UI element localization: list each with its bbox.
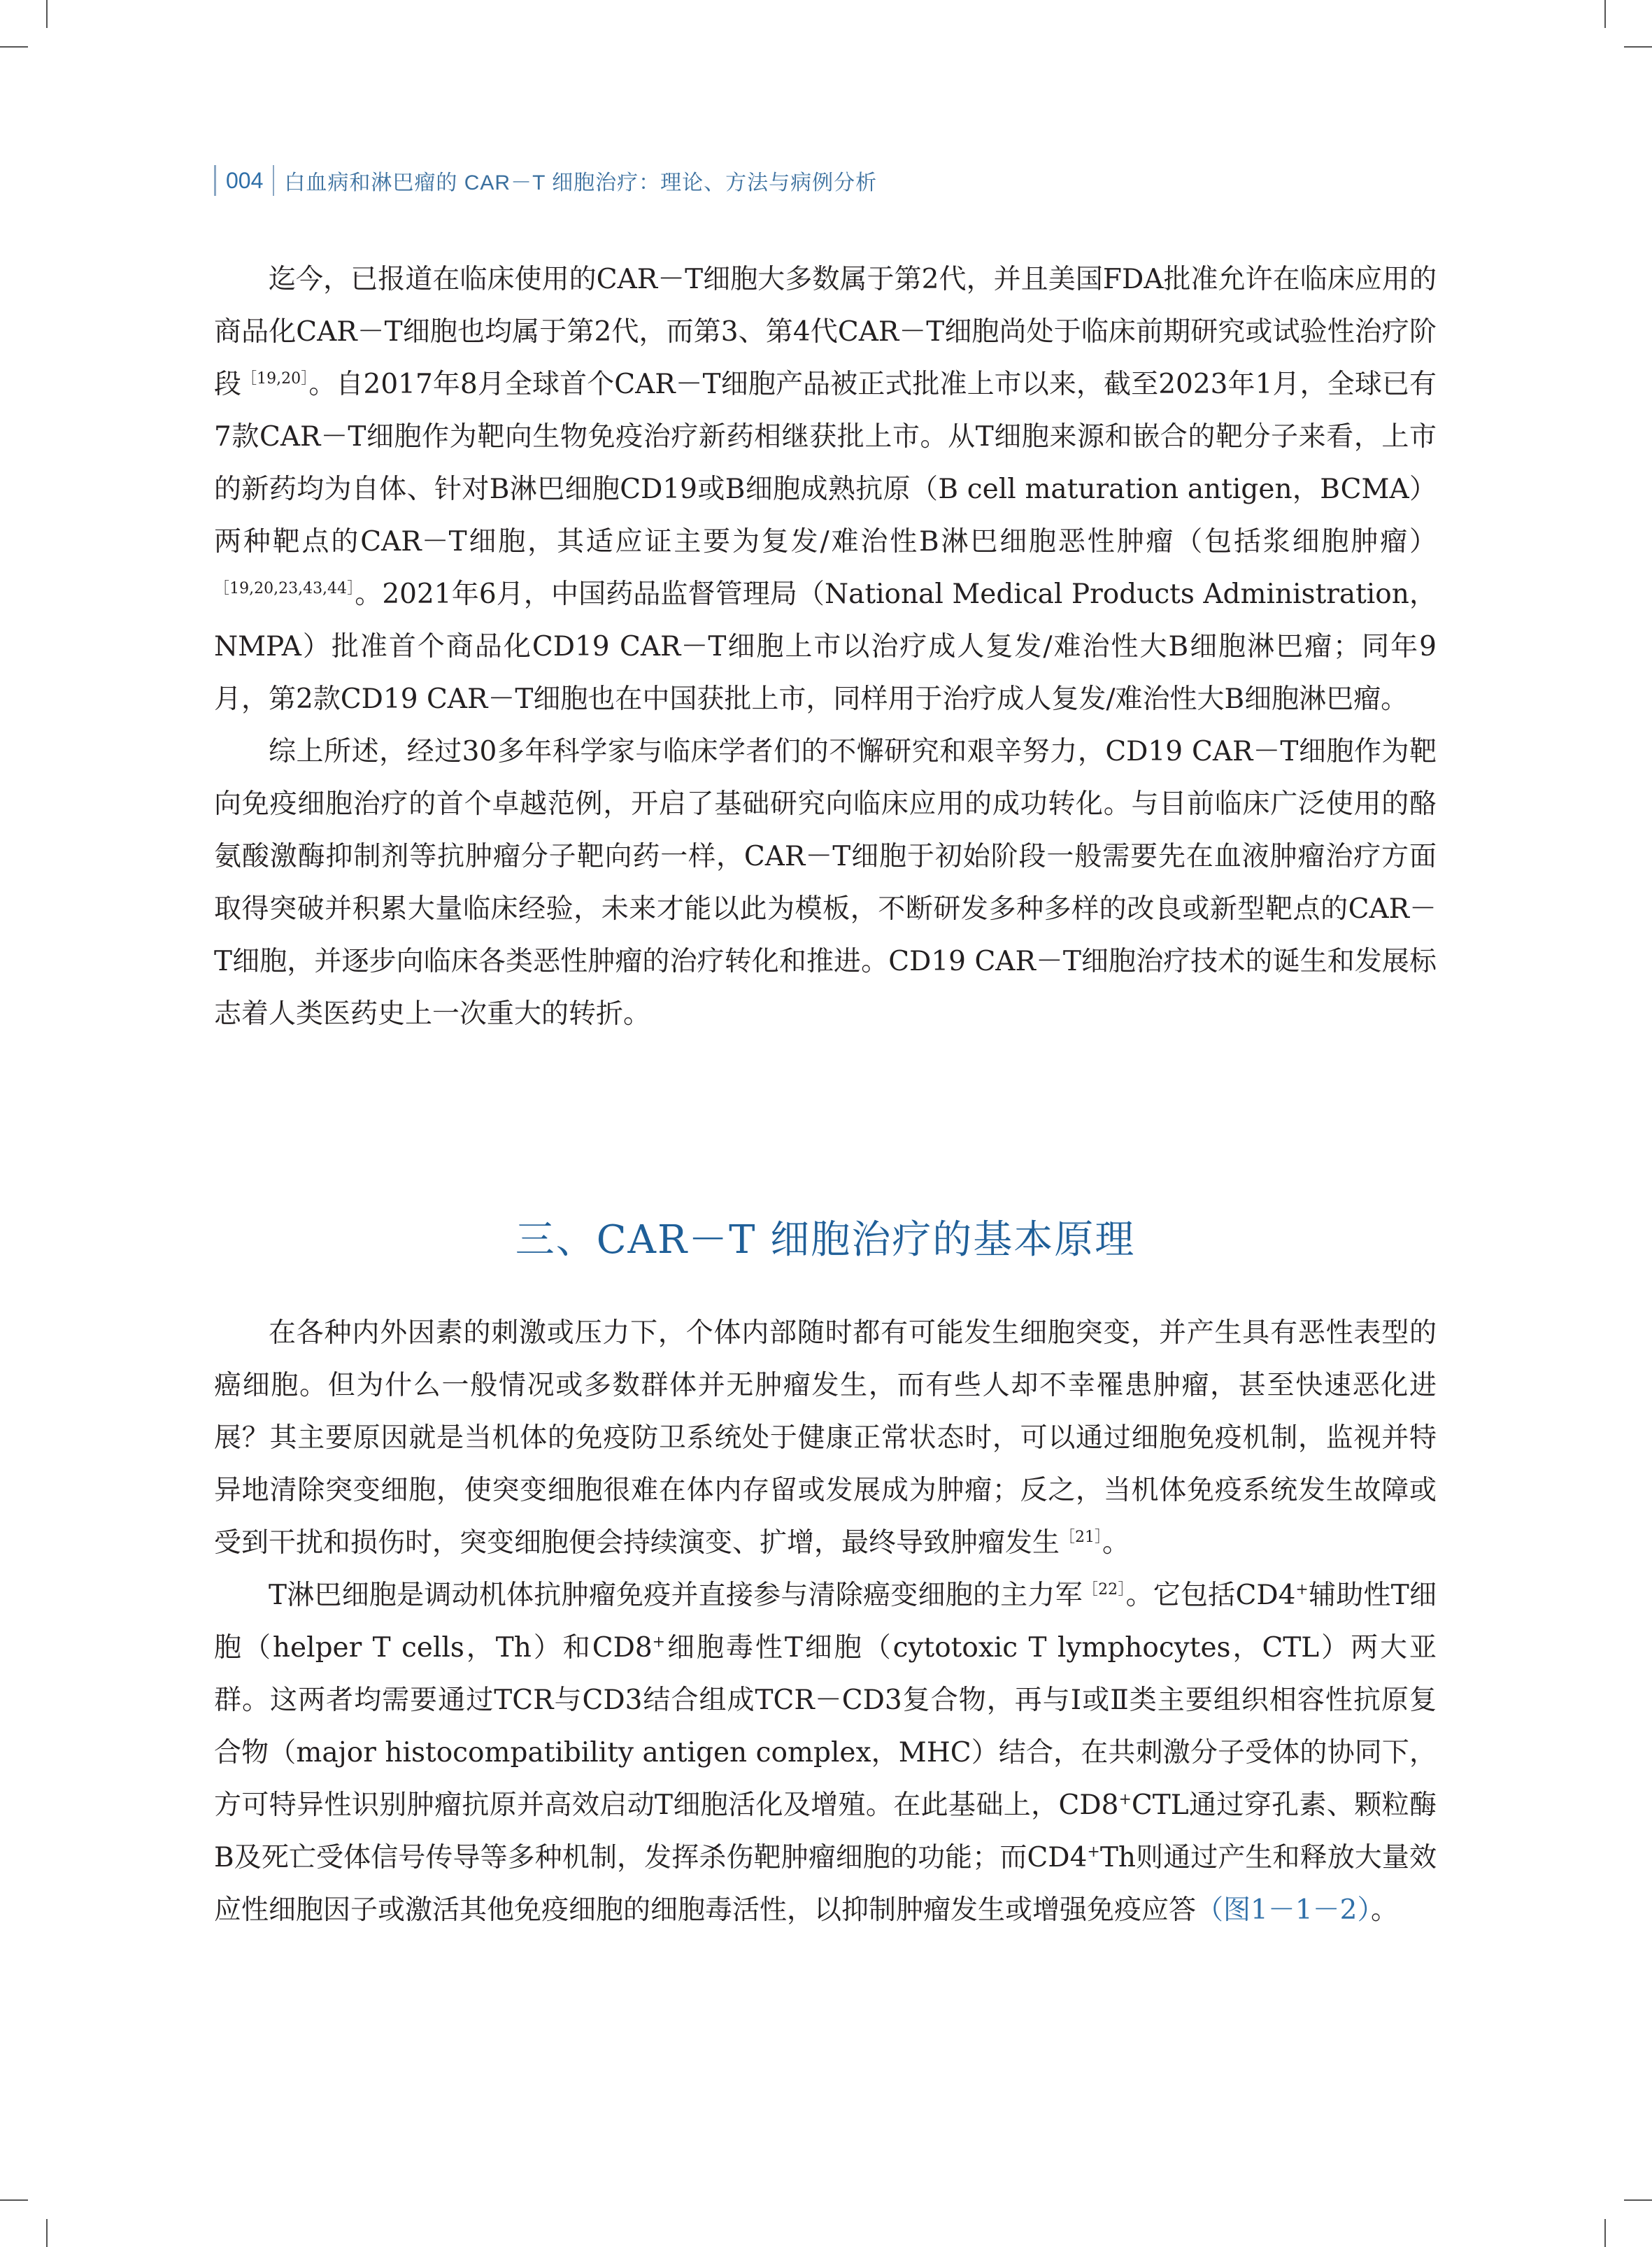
text-run: Th则通过产生和释放大量效应性细胞因子或激活其他免疫细胞的细胞毒活性，以抑制肿瘤发生或增强免疫应答: [214, 1842, 1437, 1926]
paragraph: [214, 1569, 1437, 1936]
paragraph: [214, 253, 1437, 725]
section-heading: 三、CAR－T 细胞治疗的基本原理: [515, 1217, 1136, 1263]
crop-mark-bl-v: [46, 2219, 48, 2247]
paragraph: [214, 1307, 1437, 1569]
text-run: 。: [1102, 1527, 1130, 1559]
citation: ［19,20］: [241, 370, 309, 388]
book-title: 白血病和淋巴瘤的 CAR－T 细胞治疗：理论、方法与病例分析: [284, 171, 878, 194]
superscript: +: [652, 1633, 666, 1651]
crop-mark-br-h: [1624, 2199, 1652, 2201]
text-run: CTL通过穿孔素、颗粒酶B及死亡受体信号传导等多种机制，发挥杀伤靶肿瘤细胞的功能；而CD4: [214, 1789, 1437, 1873]
text-run: 。2021年6月，中国药品监督管理局（National Medical Products Administration，NMPA）批准首个商品化CD19 CAR－T细胞上市以治疗成人复发/难治性大B细胞淋巴瘤；同年9月，第2款CD19 CAR－T细胞也在中国获批上市，同样用于治疗成人复发/难治性大B细胞淋巴瘤。: [214, 579, 1437, 715]
crop-mark-tr-v: [1604, 0, 1606, 28]
section-text-2: [214, 1307, 1437, 1936]
text-run: 辅助性T细胞（helper T cells，Th）和CD8: [214, 1580, 1437, 1664]
crop-mark-br-v: [1604, 2219, 1606, 2247]
text-run: 。自2017年8月全球首个CAR－T细胞产品被正式批准上市以来，截至2023年1月，全球已有7款CAR－T细胞作为靶向生物免疫治疗新药相继获批上市。从T细胞来源和嵌合的靶分子来看，上市的新药均为自体、针对B淋巴细胞CD19或B细胞成熟抗原（B cell maturation antigen，BCMA）两种靶点的CAR－T细胞，其适应证主要为复发/难治性B淋巴细胞恶性肿瘤（包括浆细胞肿瘤）: [214, 369, 1437, 558]
crop-mark-tl-v: [46, 0, 48, 28]
superscript: +: [1295, 1581, 1309, 1599]
header-bar: [214, 165, 216, 196]
page-number: 004: [226, 167, 264, 193]
text-run: 细胞毒性T细胞（cytotoxic T lymphocytes，CTL）两大亚群。这两者均需要通过TCR与CD3结合组成TCR－CD3复合物，再与Ⅰ或Ⅱ类主要组织相容性抗原复合物（major histocompatibility antigen complex，MHC）结合，在共刺激分子受体的协同下，方可特异性识别肿瘤抗原并高效启动T细胞活化及增殖。在此基础上，CD8: [214, 1632, 1437, 1821]
section-text-1: [214, 253, 1437, 1040]
paragraph: 综上所述，经过30多年科学家与临床学者们的不懈研究和艰辛努力，CD19 CAR－T细胞作为靶向免疫细胞治疗的首个卓越范例，开启了基础研究向临床应用的成功转化。与目前临床广泛使用的酪氨酸激酶抑制剂等抗肿瘤分子靶向药一样，CAR－T细胞于初始阶段一般需要先在血液肿瘤治疗方面取得突破并积累大量临床经验，未来才能以此为模板，不断研发多种多样的改良或新型靶点的CAR－T细胞，并逐步向临床各类恶性肿瘤的治疗转化和推进。CD19 CAR－T细胞治疗技术的诞生和发展标志着人类医药史上一次重大的转折。: [214, 736, 1437, 1030]
citation: ［21］: [1060, 1529, 1103, 1546]
text-run: 。它包括CD4: [1125, 1580, 1296, 1611]
text-run: 在各种内外因素的刺激或压力下，个体内部随时都有可能发生细胞突变，并产生具有恶性表型的癌细胞。但为什么一般情况或多数群体并无肿瘤发生，而有些人却不幸罹患肿瘤，甚至快速恶化进展？其主要原因就是当机体的免疫防卫系统处于健康正常状态时，可以通过细胞免疫机制，监视并特异地清除突变细胞，使突变细胞很难在体内存留或发展成为肿瘤；反之，当机体免疫系统发生故障或受到干扰和损伤时，突变细胞便会持续演变、扩增，最终导致肿瘤发生: [214, 1317, 1437, 1559]
text-run: 迄今，已报道在临床使用的CAR－T细胞大多数属于第2代，并且美国FDA批准允许在临床应用的商品化CAR－T细胞也均属于第2代，而第3、第4代CAR－T细胞尚处于临床前期研究或试验性治疗阶段: [214, 264, 1437, 400]
citation: ［22］: [1082, 1581, 1126, 1599]
crop-mark-tr-h: [1624, 46, 1652, 48]
text-run: 。: [1370, 1894, 1398, 1926]
crop-mark-tl-h: [0, 46, 28, 48]
text-run: T淋巴细胞是调动机体抗肿瘤免疫并直接参与清除癌变细胞的主力军: [269, 1580, 1083, 1611]
superscript: +: [1087, 1843, 1100, 1861]
running-header: [214, 165, 877, 196]
header-divider: [273, 165, 274, 196]
figure-reference-link[interactable]: （图1－1－2）: [1196, 1894, 1371, 1926]
superscript: +: [1118, 1791, 1132, 1808]
citation: ［19,20,23,43,44］: [214, 580, 355, 597]
crop-mark-bl-h: [0, 2199, 28, 2201]
